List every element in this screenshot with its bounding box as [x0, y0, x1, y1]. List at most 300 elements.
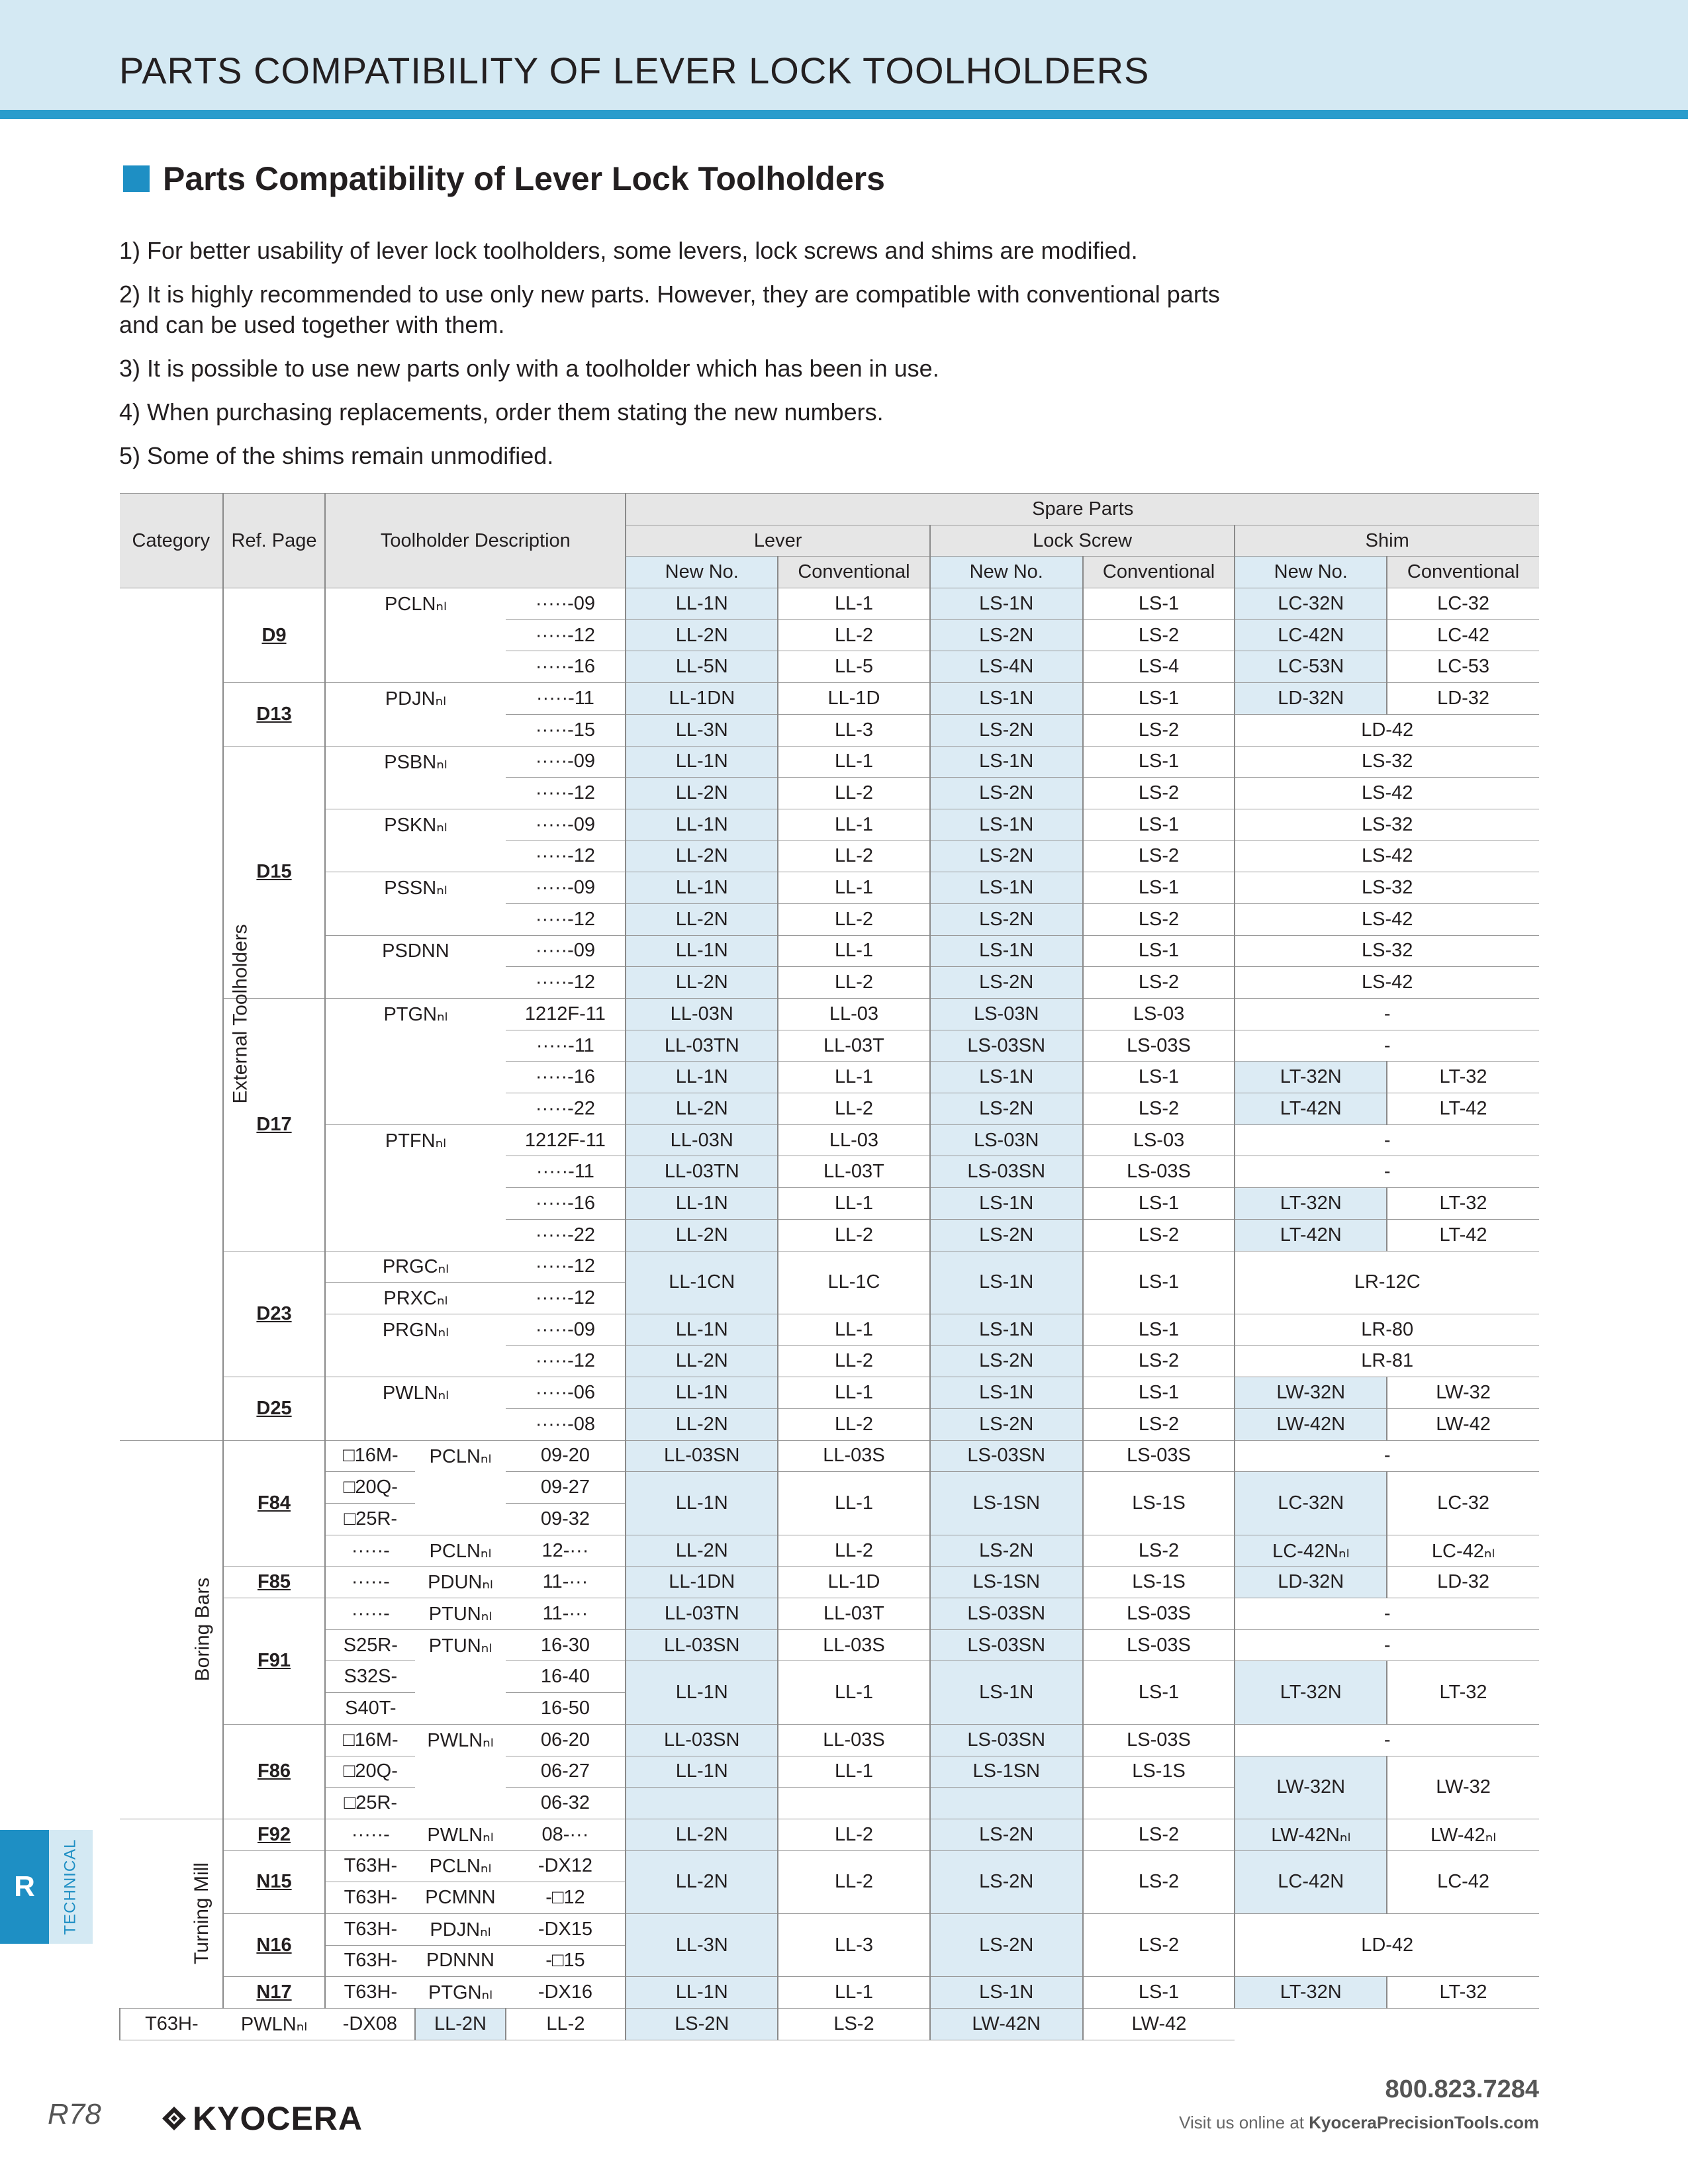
screw-new-cell: LS-03SN: [930, 1156, 1083, 1188]
shim-new-cell: LT-32N: [1235, 1661, 1387, 1724]
screw-conventional-cell: LS-1: [1083, 809, 1235, 841]
note-item: 2) It is highly recommended to use only new parts. However, they are compatible with conventional parts and can be used together with them.: [119, 281, 1220, 338]
holder-prefix-cell: S32S-: [325, 1661, 415, 1693]
holder-code-cell: [325, 714, 505, 746]
screw-conventional-cell: LS-1: [1083, 683, 1235, 715]
lever-conventional-cell: LL-03T: [778, 1598, 930, 1630]
holder-prefix-cell: □16M-: [325, 1724, 415, 1756]
shim-new-cell: LW-42N: [930, 2009, 1083, 2040]
header-lever-new: New No.: [626, 557, 778, 588]
holder-size-cell: ·····-22: [506, 1093, 626, 1125]
header-shim-conventional: Conventional: [1387, 557, 1539, 588]
lever-conventional-cell: LL-03S: [778, 1440, 930, 1472]
screw-new-cell: LS-03SN: [930, 1629, 1083, 1661]
holder-size-cell: 06-32: [506, 1788, 626, 1819]
ref-page-cell: [223, 1819, 326, 1850]
shim-new-cell: LT-42N: [1235, 1219, 1387, 1251]
lever-new-cell: LL-2N: [415, 2009, 505, 2040]
shim-conventional-cell: LT-32: [1387, 1188, 1539, 1220]
shim-cell: LD-42: [1235, 714, 1539, 746]
holder-size-cell: 12-···: [506, 1535, 626, 1567]
holder-prefix-cell: ·····-: [325, 1819, 415, 1850]
screw-new-cell: LS-03N: [930, 999, 1083, 1030]
screw-conventional-cell: LS-2: [1083, 1408, 1235, 1440]
holder-size-cell: 1212F-11: [506, 999, 626, 1030]
holder-size-cell: ·····-12: [506, 967, 626, 999]
screw-new-cell: LS-1N: [930, 683, 1083, 715]
screw-new-cell: LS-4N: [930, 651, 1083, 683]
parts-table: [119, 493, 1539, 2040]
holder-prefix-cell: □25R-: [325, 1788, 415, 1819]
table-row: [120, 1062, 1539, 1093]
screw-conventional-cell: LS-03S: [1083, 1629, 1235, 1661]
lever-conventional-cell: LL-1: [778, 1756, 930, 1788]
shim-new-cell: LT-42N: [1235, 1093, 1387, 1125]
table-row: [120, 841, 1539, 872]
ref-page-link[interactable]: D17: [256, 1113, 292, 1135]
shim-conventional-cell: LD-32: [1387, 1567, 1539, 1598]
lever-conventional-cell: LL-2: [778, 1093, 930, 1125]
screw-new-cell: LS-2N: [626, 2009, 778, 2040]
ref-page-link[interactable]: N15: [256, 1871, 292, 1893]
screw-new-cell: LS-2N: [930, 903, 1083, 935]
header-lock-screw: Lock Screw: [930, 525, 1235, 557]
lever-conventional-cell: LL-03: [778, 999, 930, 1030]
ref-page-link[interactable]: D13: [256, 703, 292, 725]
screw-conventional-cell: LS-1: [1083, 1977, 1235, 2009]
header-shim: Shim: [1235, 525, 1539, 557]
table-row: [120, 1093, 1539, 1125]
header-ref-page: Ref. Page: [223, 494, 326, 588]
screw-conventional-cell: LS-2: [1083, 1093, 1235, 1125]
table-row: [120, 872, 1539, 904]
holder-prefix-cell: S40T-: [325, 1693, 415, 1725]
table-row: [120, 2009, 1539, 2040]
header-screw-new: New No.: [930, 557, 1083, 588]
shim-conventional-cell: LC-53: [1387, 651, 1539, 683]
note-item: 1) For better usability of lever lock toolholders, some levers, lock screws and shims are modified.: [119, 237, 1138, 264]
lever-conventional-cell: LL-03: [778, 1124, 930, 1156]
table-row: [120, 1724, 1539, 1756]
holder-size-cell: 06-20: [506, 1724, 626, 1756]
screw-conventional-cell: LS-2: [1083, 1219, 1235, 1251]
holder-size-cell: ·····-12: [506, 1251, 626, 1283]
shim-cell: -: [1235, 1030, 1539, 1062]
screw-conventional-cell: LS-1S: [1083, 1472, 1235, 1535]
lever-conventional-cell: LL-3: [778, 714, 930, 746]
holder-prefix-cell: □20Q-: [325, 1756, 415, 1788]
lever-new-cell: LL-03TN: [626, 1030, 778, 1062]
screw-new-cell: LS-1N: [930, 935, 1083, 967]
lever-new-cell: LL-1N: [626, 746, 778, 778]
holder-size-cell: ·····-16: [506, 1062, 626, 1093]
ref-page-cell: [223, 683, 326, 746]
category-cell: [120, 1440, 223, 1819]
shim-cell: LD-42: [1235, 1913, 1539, 1976]
shim-conventional-cell: LC-42ₙₗ: [1387, 1535, 1539, 1567]
ref-page-link[interactable]: D23: [256, 1302, 292, 1324]
screw-conventional-cell: LS-1S: [1083, 1756, 1235, 1788]
ref-page-cell: [223, 1850, 326, 1913]
table-row: [120, 1408, 1539, 1440]
holder-code-cell: [415, 1472, 505, 1504]
holder-code-cell: PTGNₙₗ: [415, 1977, 505, 2009]
lever-conventional-cell: LL-2: [778, 1219, 930, 1251]
holder-code-cell: PSKNₙₗ: [325, 809, 505, 841]
screw-new-cell: [930, 1788, 1083, 1819]
holder-code-cell: [325, 1030, 505, 1062]
screw-new-cell: LS-1SN: [930, 1472, 1083, 1535]
shim-conventional-cell: LW-32: [1387, 1756, 1539, 1819]
screw-new-cell: LS-2N: [930, 1850, 1083, 1913]
screw-conventional-cell: LS-2: [1083, 778, 1235, 809]
holder-code-cell: [415, 1504, 505, 1535]
holder-code-cell: [325, 841, 505, 872]
lever-conventional-cell: LL-03S: [778, 1724, 930, 1756]
shim-new-cell: LC-32N: [1235, 588, 1387, 620]
shim-cell: -: [1235, 1629, 1539, 1661]
holder-code-cell: [325, 1408, 505, 1440]
holder-size-cell: 09-20: [506, 1440, 626, 1472]
holder-size-cell: ·····-12: [506, 841, 626, 872]
screw-conventional-cell: LS-1: [1083, 1314, 1235, 1345]
shim-cell: -: [1235, 1724, 1539, 1756]
page-number: R78: [48, 2098, 101, 2130]
screw-new-cell: LS-1N: [930, 1314, 1083, 1345]
holder-code-cell: PDUNₙₗ: [415, 1567, 505, 1598]
shim-new-cell: LC-53N: [1235, 651, 1387, 683]
lever-new-cell: LL-1N: [626, 1062, 778, 1093]
screw-new-cell: LS-1N: [930, 1377, 1083, 1409]
lever-new-cell: LL-2N: [626, 1850, 778, 1913]
screw-new-cell: LS-1N: [930, 1661, 1083, 1724]
table-row: [120, 619, 1539, 651]
ref-page-cell: [223, 1251, 326, 1377]
ref-page-link[interactable]: F91: [258, 1650, 291, 1672]
lever-conventional-cell: LL-1: [778, 1188, 930, 1220]
screw-conventional-cell: LS-1S: [1083, 1567, 1235, 1598]
lever-conventional-cell: LL-5: [778, 651, 930, 683]
screw-conventional-cell: LS-03: [1083, 999, 1235, 1030]
category-cell: [120, 588, 252, 1441]
holder-prefix-cell: T63H-: [325, 1850, 415, 1882]
shim-cell: -: [1235, 999, 1539, 1030]
lever-new-cell: LL-1N: [626, 1661, 778, 1724]
shim-new-cell: LT-32N: [1235, 1977, 1387, 2009]
holder-size-cell: ·····-12: [506, 1345, 626, 1377]
holder-prefix-cell: T63H-: [325, 1945, 415, 1977]
holder-size-cell: -DX08: [325, 2009, 415, 2040]
shim-conventional-cell: LW-32: [1387, 1377, 1539, 1409]
lever-conventional-cell: LL-1: [778, 1314, 930, 1345]
holder-size-cell: ·····-09: [506, 588, 626, 620]
lever-new-cell: LL-03SN: [626, 1440, 778, 1472]
lever-conventional-cell: LL-2: [778, 1408, 930, 1440]
table-row: [120, 714, 1539, 746]
section-title: Parts Compatibility of Lever Lock Toolholders: [163, 160, 885, 197]
holder-size-cell: ·····-15: [506, 714, 626, 746]
holder-code-cell: PRXCₙₗ: [325, 1283, 505, 1314]
lever-new-cell: LL-03TN: [626, 1598, 778, 1630]
shim-cell: LS-32: [1235, 746, 1539, 778]
holder-size-cell: 09-27: [506, 1472, 626, 1504]
screw-new-cell: LS-1SN: [930, 1567, 1083, 1598]
category-label-wrap: [151, 1577, 214, 1682]
screw-new-cell: LS-2N: [930, 1093, 1083, 1125]
ref-page-link[interactable]: F92: [258, 1823, 291, 1845]
shim-cell: -: [1235, 1156, 1539, 1188]
shim-cell: LS-42: [1235, 903, 1539, 935]
lever-new-cell: LL-2N: [626, 1093, 778, 1125]
holder-code-cell: [415, 1756, 505, 1788]
screw-new-cell: LS-2N: [930, 1819, 1083, 1850]
screw-new-cell: LS-1N: [930, 1188, 1083, 1220]
lever-new-cell: LL-5N: [626, 651, 778, 683]
screw-conventional-cell: LS-2: [1083, 1345, 1235, 1377]
table-row: [120, 1913, 1539, 1945]
ref-page-link[interactable]: N17: [256, 1981, 292, 2003]
holder-prefix-cell: □20Q-: [325, 1472, 415, 1504]
header-spare-parts: Spare Parts: [626, 494, 1539, 525]
screw-new-cell: LS-2N: [930, 967, 1083, 999]
table-row: [120, 1535, 1539, 1567]
holder-code-cell: PWLNₙₗ: [415, 1819, 505, 1850]
holder-size-cell: 16-40: [506, 1661, 626, 1693]
ref-page-link[interactable]: N16: [256, 1934, 292, 1956]
holder-code-cell: PCMNN: [415, 1882, 505, 1914]
table-row: [120, 588, 1539, 620]
shim-conventional-cell: LC-32: [1387, 1472, 1539, 1535]
holder-code-cell: PCLNₙₗ: [415, 1535, 505, 1567]
lever-conventional-cell: LL-2: [778, 1819, 930, 1850]
lever-conventional-cell: LL-1: [778, 746, 930, 778]
table-row: [120, 1472, 1539, 1504]
screw-conventional-cell: [1083, 1788, 1235, 1819]
holder-code-cell: PCLNₙₗ: [415, 1440, 505, 1472]
lever-conventional-cell: LL-03S: [778, 1629, 930, 1661]
screw-new-cell: LS-2N: [930, 1913, 1083, 1976]
screw-new-cell: LS-2N: [930, 619, 1083, 651]
shim-new-cell: LD-32N: [1235, 683, 1387, 715]
lever-conventional-cell: LL-1: [778, 1977, 930, 2009]
lever-new-cell: LL-1N: [626, 809, 778, 841]
holder-code-cell: [325, 967, 505, 999]
brand-logo: [161, 2099, 363, 2138]
website-prefix: Visit us online at: [1179, 2113, 1309, 2132]
lever-conventional-cell: LL-2: [778, 778, 930, 809]
lever-new-cell: LL-2N: [626, 1535, 778, 1567]
shim-cell: LS-42: [1235, 967, 1539, 999]
shim-cell: LR-80: [1235, 1314, 1539, 1345]
holder-code-cell: [325, 1062, 505, 1093]
table-row: [120, 999, 1539, 1030]
website-line: [1179, 2113, 1539, 2133]
ref-page-cell: [223, 1598, 326, 1725]
screw-new-cell: LS-2N: [930, 714, 1083, 746]
category-label: Turning Mill: [191, 1862, 213, 1965]
shim-new-cell: LC-42N: [1235, 1850, 1387, 1913]
screw-conventional-cell: LS-4: [1083, 651, 1235, 683]
holder-size-cell: ·····-09: [506, 809, 626, 841]
screw-new-cell: LS-03SN: [930, 1440, 1083, 1472]
screw-conventional-cell: LS-1: [1083, 935, 1235, 967]
holder-prefix-cell: T63H-: [325, 1913, 415, 1945]
screw-new-cell: LS-2N: [930, 778, 1083, 809]
screw-new-cell: LS-1N: [930, 809, 1083, 841]
ref-page-link[interactable]: D25: [256, 1397, 292, 1419]
shim-new-cell: LC-42N: [1235, 619, 1387, 651]
website-link[interactable]: KyoceraPrecisionTools.com: [1309, 2113, 1539, 2132]
screw-conventional-cell: LS-1: [1083, 1062, 1235, 1093]
shim-conventional-cell: LT-42: [1387, 1219, 1539, 1251]
shim-conventional-cell: LC-32: [1387, 588, 1539, 620]
lever-new-cell: LL-2N: [626, 619, 778, 651]
screw-new-cell: LS-1N: [930, 872, 1083, 904]
holder-code-cell: [325, 1188, 505, 1220]
holder-code-cell: PTGNₙₗ: [325, 999, 505, 1030]
lever-new-cell: LL-1N: [626, 1377, 778, 1409]
holder-code-cell: [415, 1788, 505, 1819]
note-item: 5) Some of the shims remain unmodified.: [119, 442, 554, 469]
lever-conventional-cell: LL-1: [778, 809, 930, 841]
square-bullet-icon: [123, 165, 150, 192]
holder-size-cell: ·····-09: [506, 935, 626, 967]
holder-prefix-cell: □25R-: [325, 1504, 415, 1535]
header-category: Category: [120, 494, 223, 588]
ref-page-link[interactable]: D15: [256, 861, 292, 883]
section-heading: [123, 160, 885, 197]
holder-size-cell: ·····-09: [506, 746, 626, 778]
holder-size-cell: 09-32: [506, 1504, 626, 1535]
holder-code-cell: PDJNₙₗ: [415, 1913, 505, 1945]
holder-size-cell: ·····-22: [506, 1219, 626, 1251]
shim-new-cell: LW-42N: [1235, 1408, 1387, 1440]
lever-conventional-cell: LL-2: [778, 1535, 930, 1567]
lever-new-cell: LL-2N: [626, 903, 778, 935]
ref-page-cell: [223, 1567, 326, 1598]
lever-conventional-cell: LL-1D: [778, 683, 930, 715]
holder-code-cell: [325, 778, 505, 809]
holder-prefix-cell: ·····-: [325, 1535, 415, 1567]
shim-conventional-cell: LC-42: [1387, 619, 1539, 651]
lever-new-cell: LL-03TN: [626, 1156, 778, 1188]
holder-code-cell: PSBNₙₗ: [325, 746, 505, 778]
shim-cell: -: [1235, 1440, 1539, 1472]
screw-conventional-cell: LS-2: [1083, 714, 1235, 746]
holder-size-cell: ·····-08: [506, 1408, 626, 1440]
holder-size-cell: 1212F-11: [506, 1124, 626, 1156]
screw-conventional-cell: LS-1: [1083, 872, 1235, 904]
lever-conventional-cell: [778, 1788, 930, 1819]
screw-conventional-cell: LS-03S: [1083, 1598, 1235, 1630]
screw-conventional-cell: LS-2: [1083, 903, 1235, 935]
shim-cell: LR-12C: [1235, 1251, 1539, 1314]
holder-size-cell: ·····-11: [506, 683, 626, 715]
screw-new-cell: LS-03N: [930, 1124, 1083, 1156]
holder-size-cell: ·····-16: [506, 1188, 626, 1220]
screw-new-cell: LS-03SN: [930, 1598, 1083, 1630]
screw-conventional-cell: LS-2: [1083, 967, 1235, 999]
shim-cell: LS-42: [1235, 841, 1539, 872]
lever-new-cell: LL-03SN: [626, 1629, 778, 1661]
screw-conventional-cell: LS-2: [1083, 1819, 1235, 1850]
screw-conventional-cell: LS-2: [778, 2009, 930, 2040]
ref-page-link[interactable]: F85: [258, 1571, 291, 1593]
screw-new-cell: LS-1SN: [930, 1756, 1083, 1788]
screw-new-cell: LS-2N: [930, 1535, 1083, 1567]
note-item: 4) When purchasing replacements, order them stating the new numbers.: [119, 398, 884, 426]
table-row: [120, 1314, 1539, 1345]
page-title: PARTS COMPATIBILITY OF LEVER LOCK TOOLHOLDERS: [119, 50, 1150, 91]
table-row: [120, 1251, 1539, 1283]
holder-size-cell: 16-30: [506, 1629, 626, 1661]
screw-conventional-cell: LS-2: [1083, 1913, 1235, 1976]
shim-new-cell: LC-42Nₙₗ: [1235, 1535, 1387, 1567]
shim-cell: LR-81: [1235, 1345, 1539, 1377]
screw-new-cell: LS-1N: [930, 588, 1083, 620]
shim-conventional-cell: LT-32: [1387, 1977, 1539, 2009]
table-row: [120, 1345, 1539, 1377]
table-row: [120, 1819, 1539, 1850]
table-row: [120, 903, 1539, 935]
category-label-wrap: [151, 924, 252, 1104]
header-rule: [0, 110, 1688, 119]
header-lever: Lever: [626, 525, 929, 557]
holder-code-cell: PDJNₙₗ: [325, 683, 505, 715]
screw-new-cell: LS-2N: [930, 1345, 1083, 1377]
holder-code-cell: PRGNₙₗ: [325, 1314, 505, 1345]
table-row: [120, 1030, 1539, 1062]
shim-conventional-cell: LT-32: [1387, 1661, 1539, 1724]
holder-code-cell: [325, 903, 505, 935]
ref-page-link[interactable]: D9: [261, 624, 287, 646]
screw-conventional-cell: LS-2: [1083, 619, 1235, 651]
table-row: [120, 1850, 1539, 1882]
table-row: [120, 1567, 1539, 1598]
shim-cell: LS-32: [1235, 809, 1539, 841]
holder-prefix-cell: ·····-: [325, 1567, 415, 1598]
screw-conventional-cell: LS-1: [1083, 1377, 1235, 1409]
table-row: [120, 1124, 1539, 1156]
holder-code-cell: PTUNₙₗ: [415, 1598, 505, 1630]
kyocera-logo-icon: [161, 2105, 187, 2132]
screw-new-cell: LS-1N: [930, 1977, 1083, 2009]
holder-code-cell: PTUNₙₗ: [415, 1629, 505, 1661]
holder-prefix-cell: T63H-: [325, 1882, 415, 1914]
holder-code-cell: [415, 1693, 505, 1725]
header-lever-conventional: Conventional: [778, 557, 930, 588]
holder-code-cell: PWLNₙₗ: [325, 1377, 505, 1409]
table-row: [120, 1629, 1539, 1661]
shim-new-cell: LW-42Nₙₗ: [1235, 1819, 1387, 1850]
holder-size-cell: -□15: [506, 1945, 626, 1977]
category-label: External Toolholders: [229, 924, 252, 1104]
lever-new-cell: LL-1CN: [626, 1251, 778, 1314]
screw-new-cell: LS-2N: [930, 841, 1083, 872]
ref-page-link[interactable]: F84: [258, 1492, 291, 1514]
holder-code-cell: [415, 1661, 505, 1693]
lever-conventional-cell: LL-1: [778, 1472, 930, 1535]
lever-new-cell: LL-3N: [626, 1913, 778, 1976]
table-row: [120, 1156, 1539, 1188]
screw-conventional-cell: LS-1: [1083, 746, 1235, 778]
screw-new-cell: LS-1N: [930, 1251, 1083, 1314]
holder-code-cell: [325, 1093, 505, 1125]
shim-new-cell: LW-32N: [1235, 1377, 1387, 1409]
ref-page-link[interactable]: F86: [258, 1760, 291, 1782]
table-row: [120, 1756, 1539, 1788]
holder-prefix-cell: S25R-: [325, 1629, 415, 1661]
